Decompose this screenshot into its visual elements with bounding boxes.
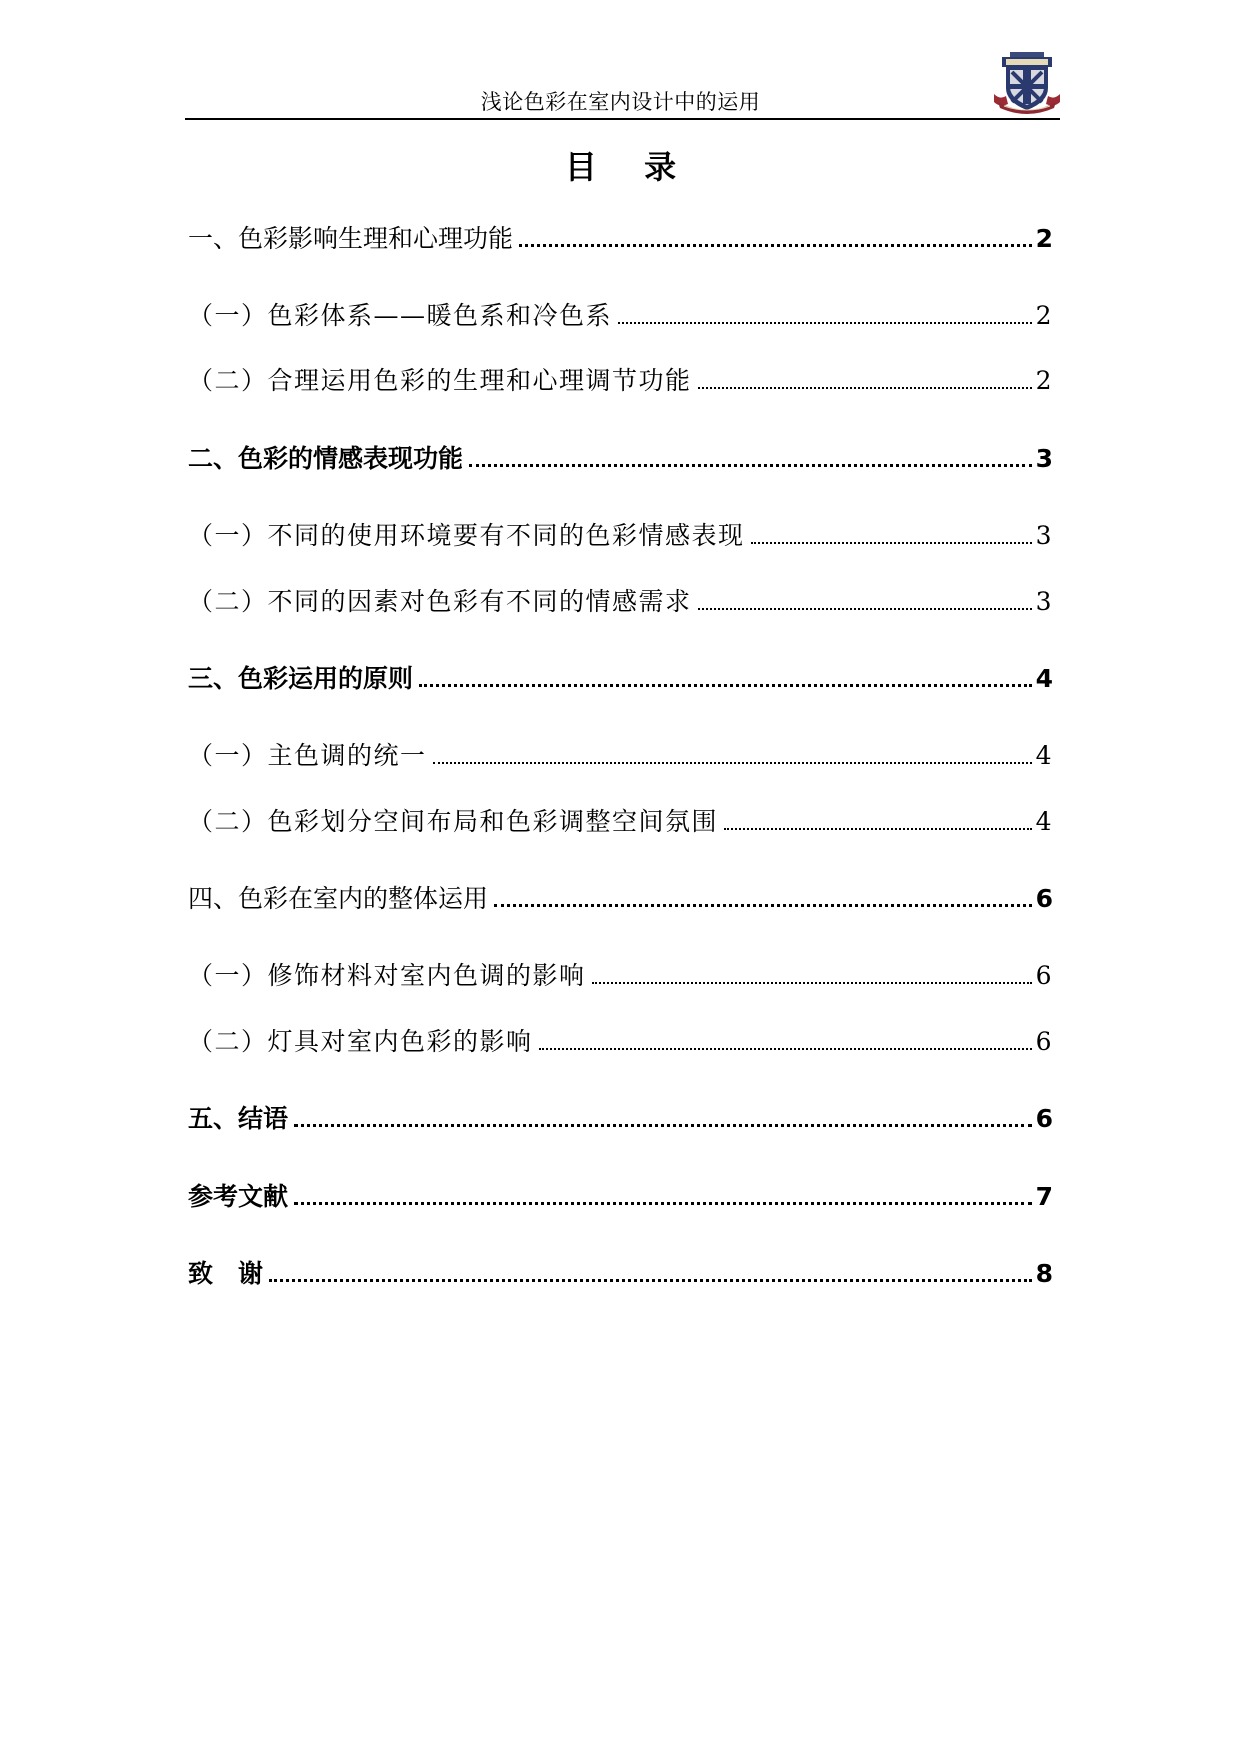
dot-leader (698, 608, 1032, 610)
toc-page-number: 6 (1035, 961, 1053, 990)
dot-leader (592, 982, 1032, 984)
dot-leader (469, 464, 1032, 467)
dot-leader (539, 1048, 1032, 1050)
toc-entry-label: （二）不同的因素对色彩有不同的情感需求 (188, 587, 692, 616)
toc-page-number: 3 (1035, 521, 1053, 550)
toc-entry-section-1-1[interactable] (188, 293, 1053, 333)
toc-page-number: 4 (1035, 664, 1053, 693)
toc-entry-label: 四、色彩在室内的整体运用 (188, 884, 489, 913)
toc-entry-chapter-4[interactable] (188, 876, 1053, 916)
toc-entry-label: 二、色彩的情感表现功能 (188, 444, 464, 473)
toc-entry-chapter-2[interactable] (188, 436, 1053, 476)
toc-entry-label: 参考文献 (188, 1182, 289, 1211)
toc-entry-section-4-1[interactable] (188, 953, 1053, 993)
toc-entry-chapter-1[interactable] (188, 216, 1053, 256)
toc-entry-section-4-2[interactable] (188, 1019, 1053, 1059)
toc-entry-section-3-1[interactable] (188, 733, 1053, 773)
dot-leader (269, 1279, 1032, 1282)
toc-entry-label: （一）不同的使用环境要有不同的色彩情感表现 (188, 521, 745, 550)
toc-entry-label: （二）合理运用色彩的生理和心理调节功能 (188, 366, 692, 395)
toc-page-number: 4 (1035, 741, 1053, 770)
toc-page-number: 6 (1035, 884, 1053, 913)
university-crest-icon (992, 50, 1062, 116)
dot-leader (294, 1124, 1032, 1127)
dot-leader (618, 322, 1032, 324)
dot-leader (519, 244, 1032, 247)
toc-page-number: 2 (1035, 366, 1053, 395)
toc-entry-label: （二）灯具对室内色彩的影响 (188, 1027, 533, 1056)
toc-page-number: 2 (1035, 301, 1053, 330)
dot-leader (494, 904, 1032, 907)
toc-heading: 目 录 (564, 148, 695, 186)
toc-entry-section-2-2[interactable] (188, 579, 1053, 619)
toc-entry-references[interactable] (188, 1174, 1053, 1214)
toc-page-number: 7 (1035, 1182, 1053, 1211)
toc-entry-label: （一）主色调的统一 (188, 741, 427, 770)
header-title: 浅论色彩在室内设计中的运用 (480, 90, 761, 114)
toc-page-number: 8 (1035, 1259, 1053, 1288)
toc-entry-label: （一）色彩体系——暖色系和冷色系 (188, 301, 613, 330)
toc-page-number: 4 (1035, 807, 1053, 836)
toc-entry-section-2-1[interactable] (188, 513, 1053, 553)
toc-page-number: 6 (1035, 1027, 1053, 1056)
dot-leader (294, 1202, 1032, 1205)
dot-leader (433, 762, 1032, 764)
toc-page-number: 2 (1035, 224, 1053, 253)
dot-leader (698, 387, 1032, 389)
toc-entry-label: （一）修饰材料对室内色调的影响 (188, 961, 586, 990)
dot-leader (419, 684, 1032, 687)
toc-entry-label: 三、色彩运用的原则 (188, 664, 414, 693)
toc-entry-acknowledgements[interactable] (188, 1251, 1053, 1291)
toc-entry-chapter-5[interactable] (188, 1096, 1053, 1136)
toc-entry-label: （二）色彩划分空间布局和色彩调整空间氛围 (188, 807, 719, 836)
toc-page-number: 3 (1035, 444, 1053, 473)
toc-entry-chapter-3[interactable] (188, 656, 1053, 696)
toc-entry-label: 五、结语 (188, 1104, 289, 1133)
header-rule (185, 118, 1060, 120)
toc-entry-section-3-2[interactable] (188, 799, 1053, 839)
toc-page-number: 3 (1035, 587, 1053, 616)
toc-entry-label: 致 谢 (188, 1259, 264, 1288)
toc-page-number: 6 (1035, 1104, 1053, 1133)
toc-entry-section-1-2[interactable] (188, 358, 1053, 398)
dot-leader (724, 828, 1032, 830)
dot-leader (751, 542, 1032, 544)
toc-entry-label: 一、色彩影响生理和心理功能 (188, 224, 514, 253)
